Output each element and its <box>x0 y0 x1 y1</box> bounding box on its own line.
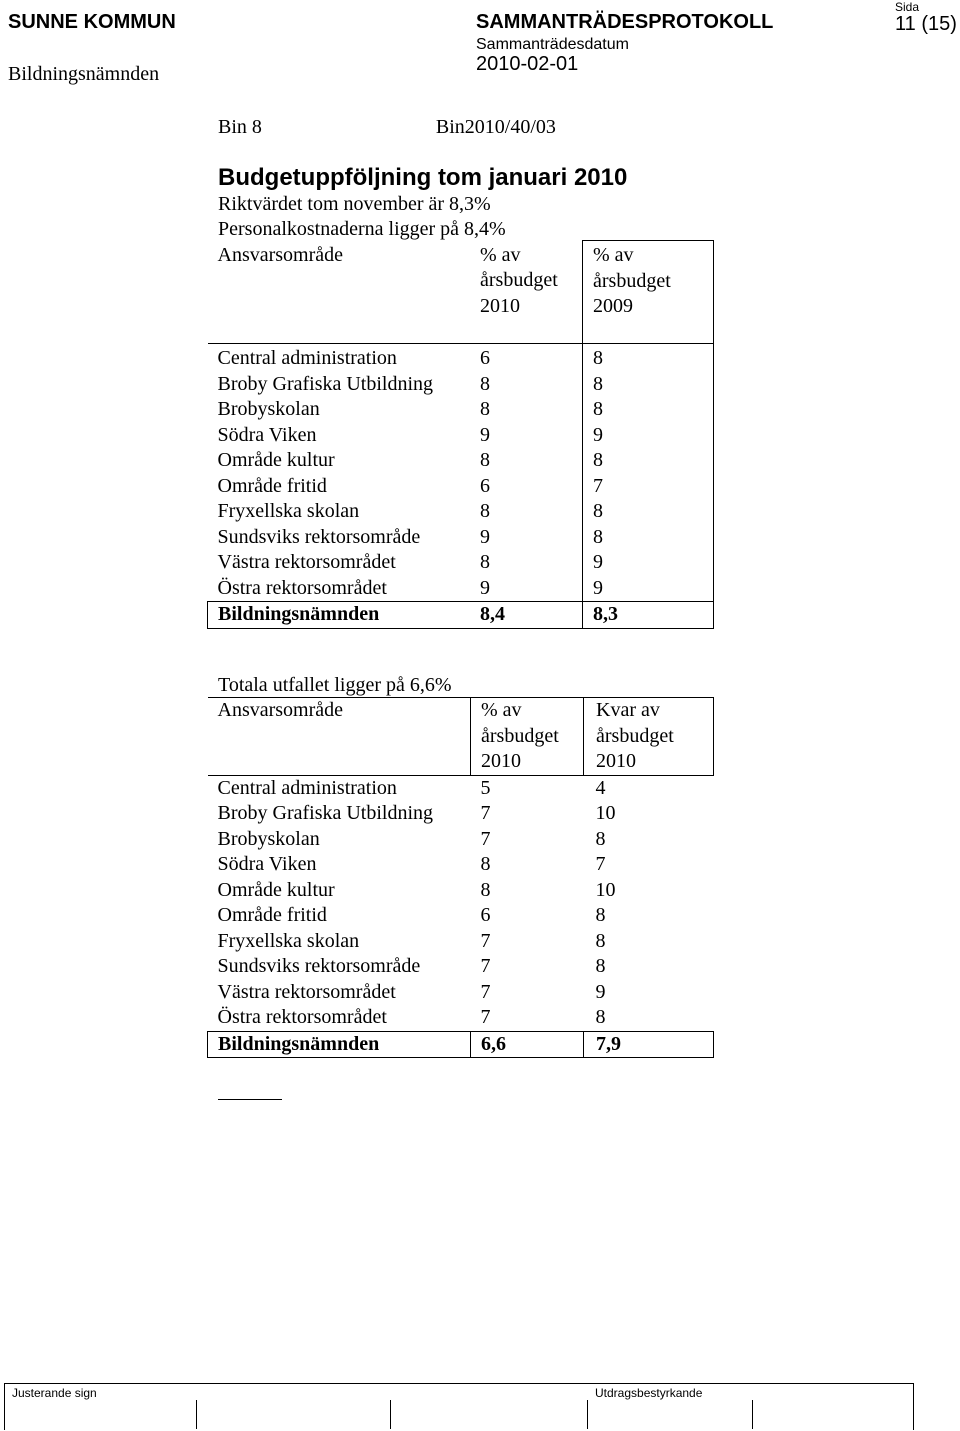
area-name-cell: Sundsviks rektorsområde <box>217 525 421 548</box>
value-cell: 10 <box>595 878 616 901</box>
value-cell: 7 <box>480 955 491 977</box>
column-header-line: årsbudget <box>593 269 671 292</box>
total-label-cell: Bildningsnämnden <box>208 602 471 629</box>
case-number: Bin2010/40/03 <box>435 116 556 138</box>
section-title: Budgetuppföljning tom januari 2010 <box>218 164 628 191</box>
value-cell: 10 <box>595 802 616 824</box>
value-cell: 8 <box>595 929 606 952</box>
value-cell: 8 <box>470 397 583 423</box>
table-row <box>208 550 714 576</box>
column-header <box>584 698 714 776</box>
personnel-cost-text: Personalkostnaderna ligger på 8,4% <box>218 218 506 240</box>
value-cell: 9 <box>583 550 714 576</box>
table-row <box>208 372 714 398</box>
budget-table-remaining <box>207 697 714 1058</box>
value-cell: 8 <box>480 878 491 901</box>
value-cell: 8 <box>480 853 491 875</box>
column-header-line: årsbudget <box>596 724 674 747</box>
column-header-line: % av <box>593 244 634 266</box>
document-type: SAMMANTRÄDESPROTOKOLL <box>476 11 774 33</box>
value-cell: 9 <box>470 525 583 551</box>
table-row <box>208 344 714 372</box>
table-row <box>208 929 714 955</box>
value-cell: 7 <box>480 827 491 850</box>
meeting-date: 2010-02-01 <box>476 53 579 75</box>
signature-field-divider <box>752 1400 753 1429</box>
budget-table-2010-vs-2009 <box>207 240 714 629</box>
column-header-line: Ansvarsområde <box>217 699 344 721</box>
area-name-cell: Sundsviks rektorsområde <box>217 955 421 977</box>
column-header-line: 2009 <box>593 295 633 317</box>
value-cell: 7 <box>480 802 491 824</box>
total-label-cell: Bildningsnämnden <box>208 1031 471 1058</box>
value-cell: 5 <box>480 776 491 799</box>
table-row <box>208 423 714 449</box>
column-header-line: % av <box>481 699 522 721</box>
value-cell: 8 <box>583 525 714 551</box>
value-cell: 4 <box>595 776 606 799</box>
table-row <box>208 878 714 904</box>
total-value-cell: 8,4 <box>470 602 583 629</box>
table-row <box>208 448 714 474</box>
column-header <box>471 698 584 776</box>
extract-certification-label: Utdragsbestyrkande <box>595 1386 703 1400</box>
area-name-cell: Östra rektorsområdet <box>217 1006 387 1028</box>
area-name-cell: Broby Grafiska Utbildning <box>217 802 434 824</box>
table-row <box>208 576 714 602</box>
value-cell: 7 <box>583 474 714 500</box>
area-name-cell: Område fritid <box>217 474 327 497</box>
area-name-cell: Västra rektorsområdet <box>217 980 396 1003</box>
column-header-line: årsbudget <box>480 269 558 291</box>
meeting-date-label: Sammanträdesdatum <box>476 36 629 53</box>
table-total-row <box>208 602 714 629</box>
table-row <box>208 801 714 827</box>
table-row <box>208 903 714 929</box>
column-header-line: % av <box>480 243 521 266</box>
area-name-cell: Central administration <box>217 347 397 369</box>
value-cell: 8 <box>595 955 606 977</box>
value-cell: 8 <box>583 448 714 474</box>
page-number: 11 (15) <box>895 13 957 35</box>
area-name-cell: Brobyskolan <box>217 398 320 420</box>
value-cell: 7 <box>480 929 491 952</box>
column-header-line: 2010 <box>596 750 636 772</box>
value-cell: 7 <box>595 853 606 875</box>
value-cell: 7 <box>480 980 491 1003</box>
organization-name: SUNNE KOMMUN <box>8 11 176 33</box>
total-outcome-text: Totala utfallet ligger på 6,6% <box>218 674 452 696</box>
column-header-line: Ansvarsområde <box>217 243 344 266</box>
value-cell: 9 <box>595 980 606 1003</box>
paragraph-reference <box>218 116 556 139</box>
area-name-cell: Broby Grafiska Utbildning <box>217 372 434 395</box>
value-cell: 8 <box>470 550 583 576</box>
area-name-cell: Fryxellska skolan <box>217 500 360 522</box>
table-row <box>208 852 714 878</box>
value-cell: 8 <box>583 499 714 525</box>
table-header-row <box>208 698 714 776</box>
column-header-line: Kvar av <box>596 699 660 721</box>
value-cell: 8 <box>595 904 606 926</box>
area-name-cell: Södra Viken <box>217 423 317 446</box>
value-cell: 9 <box>470 576 583 602</box>
total-value-cell: 8,3 <box>583 602 714 629</box>
signature-field-divider <box>587 1400 588 1429</box>
area-name-cell: Område kultur <box>217 878 335 901</box>
table-row <box>208 397 714 423</box>
table-row <box>208 1005 714 1031</box>
paragraph-number: Bin 8 <box>218 116 262 138</box>
value-cell: 8 <box>583 344 714 372</box>
value-cell: 9 <box>470 423 583 449</box>
guideline-text: Riktvärdet tom november är 8,3% <box>218 193 491 215</box>
table-total-row <box>208 1031 714 1058</box>
total-value-cell: 7,9 <box>584 1031 714 1058</box>
value-cell: 6 <box>480 904 491 926</box>
area-name-cell: Område kultur <box>217 449 335 471</box>
signature-field-divider <box>196 1400 197 1429</box>
page-label: Sida <box>895 0 920 14</box>
justification-sign-label: Justerande sign <box>12 1386 97 1400</box>
value-cell: 9 <box>583 576 714 602</box>
column-header-line: 2010 <box>481 750 521 772</box>
column-header <box>208 698 471 776</box>
area-name-cell: Södra Viken <box>217 853 317 875</box>
value-cell: 8 <box>583 372 714 398</box>
table-row <box>208 474 714 500</box>
area-name-cell: Brobyskolan <box>217 827 320 850</box>
value-cell: 7 <box>480 1006 491 1028</box>
table-row <box>208 827 714 853</box>
value-cell: 8 <box>595 827 606 850</box>
column-header-line: årsbudget <box>481 724 559 747</box>
value-cell: 6 <box>470 344 583 372</box>
table-header-row <box>208 241 714 344</box>
table-row <box>208 525 714 551</box>
area-name-cell: Central administration <box>217 776 397 799</box>
table-row <box>208 954 714 980</box>
area-name-cell: Östra rektorsområdet <box>217 576 387 599</box>
column-header <box>470 241 583 344</box>
signature-box <box>4 1383 914 1430</box>
value-cell: 8 <box>595 1006 606 1028</box>
value-cell: 9 <box>583 423 714 449</box>
column-header-line: 2010 <box>480 294 520 317</box>
value-cell: 6 <box>470 474 583 500</box>
board-name: Bildningsnämnden <box>8 63 160 85</box>
table-row <box>208 980 714 1006</box>
value-cell: 8 <box>470 499 583 525</box>
area-name-cell: Område fritid <box>217 904 327 926</box>
value-cell: 8 <box>583 397 714 423</box>
total-value-cell: 6,6 <box>471 1031 584 1058</box>
column-header <box>583 241 714 344</box>
table-row <box>208 775 714 801</box>
column-header <box>208 241 471 344</box>
area-name-cell: Västra rektorsområdet <box>217 551 396 573</box>
value-cell: 8 <box>470 372 583 398</box>
table-row <box>208 499 714 525</box>
signature-field-divider <box>390 1400 391 1429</box>
footnote-divider <box>218 1099 282 1100</box>
area-name-cell: Fryxellska skolan <box>217 929 360 952</box>
value-cell: 8 <box>470 448 583 474</box>
